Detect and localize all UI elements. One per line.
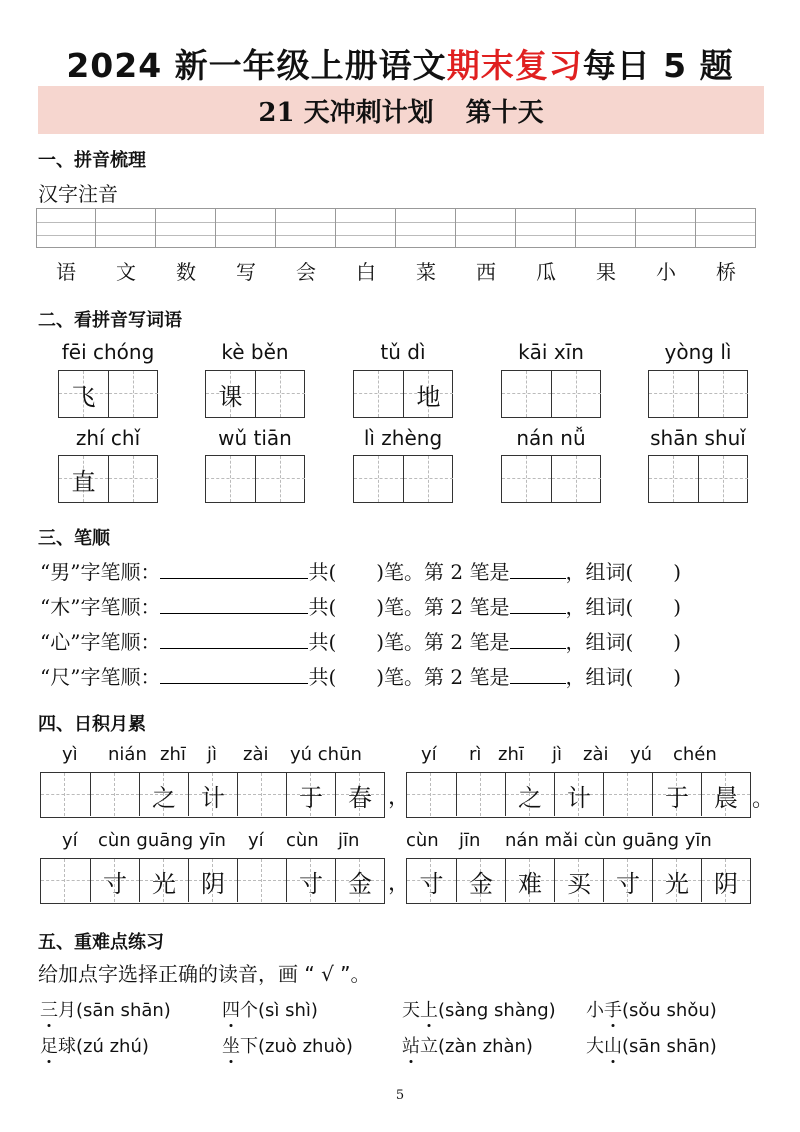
dash-v: [526, 371, 527, 417]
idiom-char: 光: [152, 870, 176, 898]
tian-cell[interactable]: [698, 371, 748, 417]
stroke-row: [40, 591, 681, 620]
dash-h: [238, 794, 286, 795]
idiom-char: 阴: [201, 870, 225, 898]
idiom-cell[interactable]: [603, 773, 652, 816]
exercise-item[interactable]: [586, 1032, 717, 1058]
pinyin-cell[interactable]: [576, 208, 636, 248]
stroke-question: “男”字笔顺：: [40, 560, 161, 584]
grid-line: [696, 222, 755, 223]
stroke-count-text: 共( )笔。第 2 笔是: [308, 560, 510, 584]
grid-line: [96, 235, 155, 236]
pinyin-cell[interactable]: [216, 208, 276, 248]
tian-cell[interactable]: [551, 456, 601, 502]
pinyin-options[interactable]: (zú zhú): [76, 1036, 149, 1057]
idiom-cell[interactable]: [701, 773, 750, 816]
stroke-count-text: 共( )笔。第 2 笔是: [308, 595, 510, 619]
char-9: 瓜: [536, 260, 556, 284]
grid-line: [96, 222, 155, 223]
exercise-item[interactable]: [40, 996, 171, 1022]
word-group-text: ，组词( ): [565, 595, 682, 619]
idiom-char: 买: [567, 870, 591, 898]
pinyin-options[interactable]: (sān shān): [622, 1036, 717, 1057]
idiom-grid[interactable]: [40, 772, 385, 818]
word-char: 飞: [71, 383, 96, 411]
dash-v: [133, 456, 134, 502]
tian-cell[interactable]: [206, 456, 255, 502]
word-group-text: ，组词( ): [565, 630, 682, 654]
word-pinyin: yòng lì: [664, 340, 732, 364]
dash-h: [604, 794, 652, 795]
dash-v: [576, 456, 577, 502]
idiom-pinyin: rì: [469, 744, 482, 765]
tian-cell[interactable]: [108, 456, 158, 502]
idiom-char: 寸: [616, 870, 640, 898]
second-stroke-blank[interactable]: [510, 665, 566, 684]
stroke-question: “尺”字笔顺：: [40, 665, 161, 689]
idiom-cell[interactable]: [652, 859, 701, 902]
dash-v: [230, 456, 231, 502]
grid-line: [396, 235, 455, 236]
idiom-pinyin: cùn guāng yīn: [98, 830, 226, 851]
idiom-char: 金: [469, 870, 493, 898]
idiom-pinyin: zài: [583, 744, 609, 765]
idiom-pinyin: cùn: [406, 830, 439, 851]
tian-cell[interactable]: [354, 371, 403, 417]
idiom-cell[interactable]: [335, 859, 384, 902]
exercise-item[interactable]: [586, 996, 717, 1022]
idiom-pinyin: yì: [62, 744, 78, 765]
section5-instruction: 给加点字选择正确的读音，画 “ √ ”。: [38, 962, 371, 986]
idiom-cell[interactable]: [603, 859, 652, 902]
grid-line: [396, 222, 455, 223]
dash-v: [114, 773, 115, 816]
idiom-pinyin: cùn: [286, 830, 319, 851]
idiom-char: 寸: [299, 870, 323, 898]
title-prefix: 2024 新一年级上册语文: [66, 46, 447, 85]
word-pinyin: fēi chóng: [61, 340, 155, 364]
section3-heading: 三、笔顺: [38, 528, 110, 549]
idiom-cell[interactable]: [41, 859, 90, 902]
idiom-cell[interactable]: [407, 773, 456, 816]
idiom-cell[interactable]: [139, 773, 188, 816]
exercise-char: 下: [240, 1036, 258, 1057]
dash-h: [41, 794, 90, 795]
idiom-cell[interactable]: [237, 773, 286, 816]
word-box[interactable]: [58, 370, 158, 418]
idiom-grid[interactable]: [406, 858, 751, 904]
char-4: 写: [236, 260, 256, 284]
idiom-cell[interactable]: [41, 773, 90, 816]
pinyin-options[interactable]: (zuò zhuò): [258, 1036, 353, 1057]
dash-v: [261, 859, 262, 902]
word-box[interactable]: [58, 455, 158, 503]
word-pinyin: lì zhèng: [363, 426, 443, 450]
tian-cell[interactable]: [551, 371, 601, 417]
dotted-char: 站: [402, 1036, 420, 1057]
char-12: 桥: [716, 260, 736, 284]
idiom-pinyin: nán mǎi cùn guāng yīn: [505, 830, 712, 851]
pinyin-cell[interactable]: [36, 208, 96, 248]
idiom-char: 难: [518, 870, 542, 898]
idiom-pinyin: zài: [243, 744, 269, 765]
idiom-pinyin: jīn: [459, 830, 481, 851]
exercise-char: 立: [420, 1036, 438, 1057]
dash-v: [378, 371, 379, 417]
grid-line: [336, 222, 395, 223]
grid-line: [576, 222, 635, 223]
stroke-count-text: 共( )笔。第 2 笔是: [308, 630, 510, 654]
idiom-cell[interactable]: [286, 859, 335, 902]
tian-cell[interactable]: [649, 371, 698, 417]
dash-v: [723, 371, 724, 417]
dash-v: [673, 371, 674, 417]
section5-heading: 五、重难点练习: [38, 932, 164, 953]
word-pinyin: tǔ dì: [380, 340, 426, 364]
pinyin-options[interactable]: (zàn zhàn): [438, 1036, 533, 1057]
grid-line: [276, 222, 335, 223]
stroke-row: [40, 626, 681, 655]
dash-v: [133, 371, 134, 417]
pinyin-cell[interactable]: [516, 208, 576, 248]
tian-cell[interactable]: [59, 456, 108, 502]
idiom-cell[interactable]: [139, 859, 188, 902]
exercise-char: 个: [240, 1000, 258, 1021]
exercise-char: 天: [402, 1000, 420, 1021]
exercise-item[interactable]: [222, 1032, 353, 1058]
dotted-char: 上: [420, 1000, 438, 1021]
grid-line: [216, 222, 275, 223]
idiom-cell[interactable]: [554, 773, 603, 816]
pinyin-options[interactable]: (sàng shàng): [438, 1000, 556, 1021]
idiom-cell[interactable]: [335, 773, 384, 816]
idiom-char: 寸: [103, 870, 127, 898]
word-box[interactable]: [205, 455, 305, 503]
dash-v: [430, 773, 431, 816]
idiom-pinyin: jì: [207, 744, 218, 765]
grid-line: [37, 235, 95, 236]
idiom-cell[interactable]: [652, 773, 701, 816]
tian-cell[interactable]: [354, 456, 403, 502]
tian-cell[interactable]: [403, 456, 453, 502]
grid-line: [636, 235, 695, 236]
dash-h: [41, 880, 90, 881]
dash-v: [627, 773, 628, 816]
idiom-char: 于: [299, 784, 323, 812]
exercise-item[interactable]: [222, 996, 318, 1022]
idiom-pinyin: nián: [108, 744, 147, 765]
idiom-cell[interactable]: [701, 859, 750, 902]
exercise-char: 大: [586, 1036, 604, 1057]
dash-v: [280, 456, 281, 502]
pinyin-writing-grid[interactable]: [36, 208, 756, 248]
tian-cell[interactable]: [403, 371, 453, 417]
idiom-pinyin: yí: [421, 744, 437, 765]
exercise-item[interactable]: [40, 1032, 149, 1058]
dash-v: [526, 456, 527, 502]
word-box[interactable]: [353, 455, 453, 503]
dash-h: [457, 794, 505, 795]
pinyin-cell[interactable]: [276, 208, 336, 248]
dotted-char: 山: [604, 1036, 622, 1057]
grid-line: [576, 235, 635, 236]
tian-cell[interactable]: [698, 456, 748, 502]
second-stroke-blank[interactable]: [510, 560, 566, 579]
idiom-cell[interactable]: [286, 773, 335, 816]
idiom-period: 。: [752, 787, 775, 812]
word-box[interactable]: [205, 370, 305, 418]
idiom-pinyin: zhī: [498, 744, 524, 765]
dotted-char: 坐: [222, 1036, 240, 1057]
char-2: 文: [116, 260, 136, 284]
stroke-row: [40, 556, 681, 585]
idiom-cell[interactable]: [456, 859, 505, 902]
section4-heading: 四、日积月累: [38, 714, 146, 735]
word-box[interactable]: [353, 370, 453, 418]
dash-v: [280, 371, 281, 417]
pinyin-cell[interactable]: [636, 208, 696, 248]
idiom-char: 计: [201, 784, 225, 812]
idiom-cell[interactable]: [407, 859, 456, 902]
grid-line: [336, 235, 395, 236]
dash-v: [64, 773, 65, 816]
pinyin-cell[interactable]: [96, 208, 156, 248]
idiom-char: 晨: [714, 784, 738, 812]
idiom-char: 于: [665, 784, 689, 812]
idiom-pinyin: chén: [673, 744, 717, 765]
char-6: 白: [356, 260, 376, 284]
dash-v: [673, 456, 674, 502]
idiom-cell[interactable]: [237, 859, 286, 902]
tian-cell[interactable]: [255, 456, 305, 502]
char-5: 会: [296, 260, 316, 284]
word-pinyin: nán nǚ: [516, 426, 586, 450]
tian-cell[interactable]: [255, 371, 305, 417]
exercise-char: 球: [58, 1036, 76, 1057]
second-stroke-blank[interactable]: [510, 595, 566, 614]
stroke-answer-blank[interactable]: [160, 595, 308, 614]
stroke-answer-blank[interactable]: [160, 560, 308, 579]
dash-v: [261, 773, 262, 816]
idiom-char: 之: [518, 784, 542, 812]
idiom-comma: ，: [388, 871, 411, 896]
tian-cell[interactable]: [502, 456, 551, 502]
idiom-char: 计: [567, 784, 591, 812]
word-char: 直: [71, 468, 96, 496]
grid-line: [456, 222, 515, 223]
pinyin-cell[interactable]: [696, 208, 756, 248]
char-10: 果: [596, 260, 616, 284]
idiom-cell[interactable]: [188, 773, 237, 816]
pinyin-options[interactable]: (sǒu shǒu): [622, 1000, 717, 1021]
idiom-pinyin: jì: [552, 744, 563, 765]
idiom-char: 金: [348, 870, 372, 898]
idiom-char: 阴: [714, 870, 738, 898]
tian-cell[interactable]: [59, 371, 108, 417]
exercise-char: 月: [58, 1000, 76, 1021]
idiom-pinyin: yí: [248, 830, 264, 851]
second-stroke-blank[interactable]: [510, 630, 566, 649]
idiom-cell[interactable]: [554, 859, 603, 902]
word-group-text: ，组词( ): [565, 665, 682, 689]
dash-v: [64, 859, 65, 902]
section1-subheading: 汉字注音: [38, 182, 118, 206]
dash-v: [378, 456, 379, 502]
word-group-text: ，组词( ): [565, 560, 682, 584]
dotted-char: 三: [40, 1000, 58, 1021]
tian-cell[interactable]: [108, 371, 158, 417]
pinyin-cell[interactable]: [456, 208, 516, 248]
word-box[interactable]: [648, 455, 748, 503]
exercise-char: 小: [586, 1000, 604, 1021]
grid-line: [156, 222, 215, 223]
idiom-char: 光: [665, 870, 689, 898]
word-pinyin: wǔ tiān: [218, 426, 292, 450]
grid-line: [696, 235, 755, 236]
idiom-pinyin: zhī: [160, 744, 186, 765]
word-char: 地: [416, 383, 441, 411]
pinyin-options[interactable]: (sì shì): [258, 1000, 318, 1021]
stroke-answer-blank[interactable]: [160, 665, 308, 684]
grid-line: [516, 222, 575, 223]
word-box[interactable]: [501, 370, 601, 418]
page-title: [0, 40, 800, 87]
grid-line: [156, 235, 215, 236]
idiom-comma: ，: [388, 785, 411, 810]
dash-v: [576, 371, 577, 417]
grid-line: [636, 222, 695, 223]
char-1: 语: [56, 260, 76, 284]
word-pinyin: kè běn: [221, 340, 289, 364]
section1-heading: 一、拼音梳理: [38, 150, 146, 171]
dash-h: [91, 794, 139, 795]
word-box[interactable]: [648, 370, 748, 418]
stroke-answer-blank[interactable]: [160, 630, 308, 649]
idiom-pinyin: yú: [630, 744, 653, 765]
grid-line: [37, 222, 95, 223]
pinyin-options[interactable]: (sān shān): [76, 1000, 171, 1021]
word-box[interactable]: [501, 455, 601, 503]
word-pinyin: zhí chǐ: [75, 426, 141, 450]
dash-v: [723, 456, 724, 502]
pinyin-cell[interactable]: [156, 208, 216, 248]
stroke-count-text: 共( )笔。第 2 笔是: [308, 665, 510, 689]
idiom-char: 寸: [419, 870, 444, 898]
dash-v: [480, 773, 481, 816]
tian-cell[interactable]: [502, 371, 551, 417]
dash-v: [428, 456, 429, 502]
exercise-item[interactable]: [402, 1032, 533, 1058]
idiom-cell[interactable]: [90, 859, 139, 902]
banner-day: 第十天: [465, 97, 544, 128]
grid-line: [276, 235, 335, 236]
word-pinyin: kāi xīn: [518, 340, 584, 364]
stroke-question: “心”字笔顺：: [40, 630, 161, 654]
idiom-cell[interactable]: [90, 773, 139, 816]
dotted-char: 四: [222, 1000, 240, 1021]
idiom-cell[interactable]: [456, 773, 505, 816]
idiom-char: 之: [152, 784, 176, 812]
idiom-pinyin: yí: [62, 830, 78, 851]
dash-h: [407, 794, 456, 795]
character-row: [36, 256, 756, 286]
exercise-item[interactable]: [402, 996, 556, 1022]
dotted-char: 足: [40, 1036, 58, 1057]
tian-cell[interactable]: [206, 371, 255, 417]
section2-heading: 二、看拼音写词语: [38, 310, 182, 331]
word-pinyin: shān shuǐ: [650, 426, 746, 450]
tian-cell[interactable]: [649, 456, 698, 502]
idiom-cell[interactable]: [505, 859, 554, 902]
grid-line: [456, 235, 515, 236]
idiom-pinyin: jīn: [338, 830, 360, 851]
pinyin-cell[interactable]: [396, 208, 456, 248]
plan-banner: [38, 86, 764, 134]
dash-h: [238, 880, 286, 881]
idiom-cell[interactable]: [505, 773, 554, 816]
stroke-row: [40, 661, 681, 690]
char-8: 西: [476, 260, 496, 284]
grid-line: [516, 235, 575, 236]
page-number: 5: [395, 1088, 405, 1103]
idiom-char: 春: [348, 784, 372, 812]
pinyin-cell[interactable]: [336, 208, 396, 248]
title-suffix: 每日 5 题: [582, 46, 734, 85]
idiom-grid[interactable]: [40, 858, 385, 904]
grid-line: [216, 235, 275, 236]
char-7: 菜: [416, 260, 436, 284]
stroke-question: “木”字笔顺：: [40, 595, 161, 619]
word-char: 课: [218, 383, 243, 411]
idiom-cell[interactable]: [188, 859, 237, 902]
idiom-pinyin: yú chūn: [290, 744, 362, 765]
dotted-char: 手: [604, 1000, 622, 1021]
idiom-grid[interactable]: [406, 772, 751, 818]
char-11: 小: [656, 260, 676, 284]
title-highlight: 期末复习: [446, 46, 583, 85]
banner-plan: 21 天冲刺计划: [258, 97, 434, 128]
char-3: 数: [176, 260, 196, 284]
